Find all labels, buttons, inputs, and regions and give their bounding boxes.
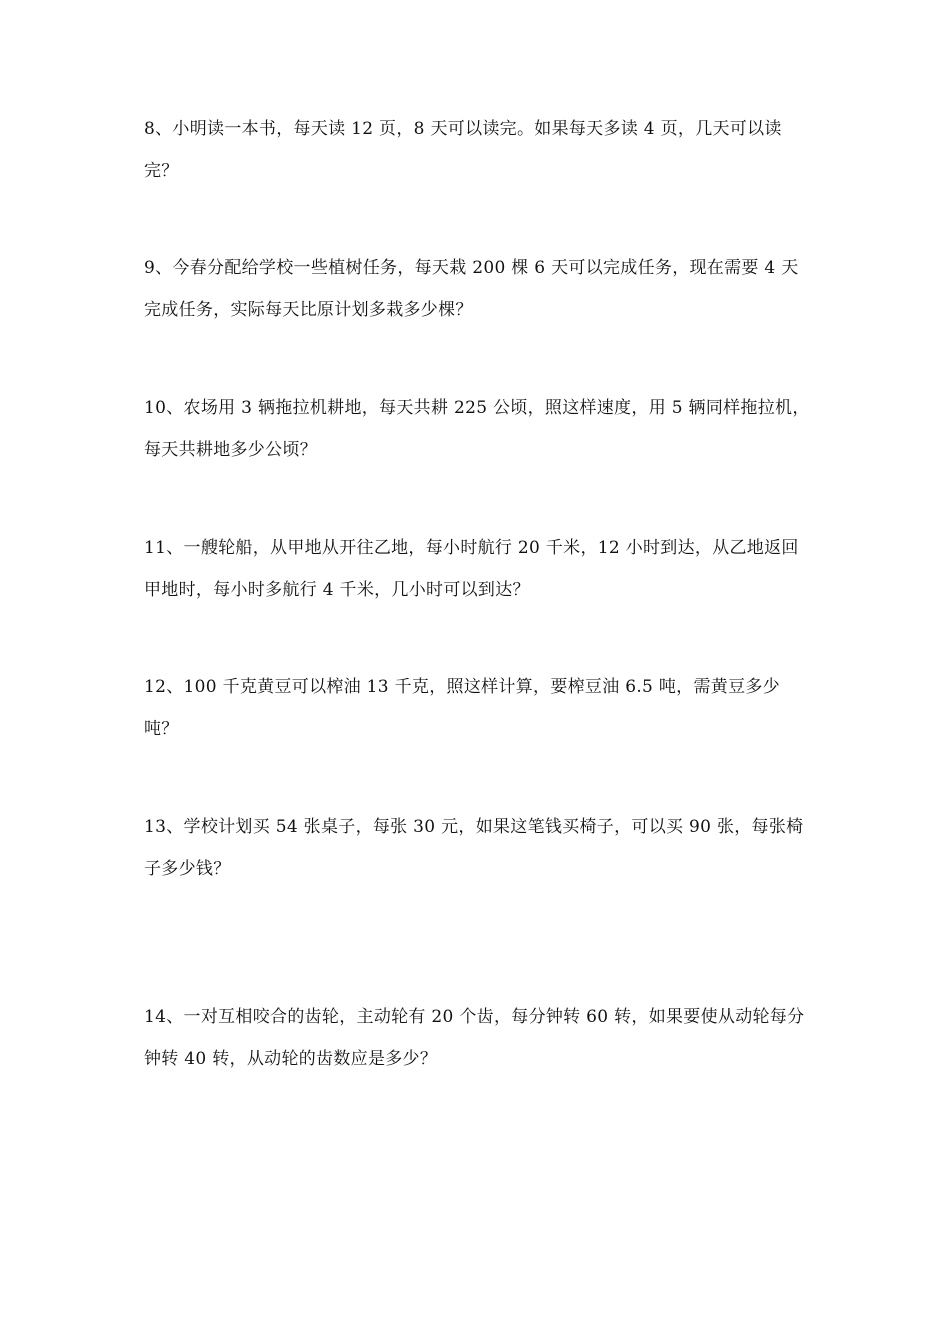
problem-11: 11、一艘轮船，从甲地从开往乙地，每小时航行 20 千米，12 小时到达，从乙地返回甲地时，每小时多航行 4 千米，几小时可以到达？ [144, 538, 799, 600]
problem-12: 12、100 千克黄豆可以榨油 13 千克，照这样计算，要榨豆油 6.5 吨，需黄豆多少吨？ [144, 677, 780, 739]
problem-13: 13、学校计划买 54 张桌子，每张 30 元，如果这笔钱买椅子，可以买 90 张，每张椅子多少钱？ [144, 817, 804, 879]
problem-9: 9、今春分配给学校一些植树任务，每天栽 200 棵 6 天可以完成任务，现在需要 4 天完成任务，实际每天比原计划多栽多少棵？ [144, 258, 799, 320]
problem-10: 10、农场用 3 辆拖拉机耕地，每天共耕 225 公顷，照这样速度，用 5 辆同样拖拉机，每天共耕地多少公顷？ [144, 398, 810, 460]
problem-14: 14、一对互相咬合的齿轮，主动轮有 20 个齿，每分钟转 60 转，如果要使从动轮每分钟转 40 转，从动轮的齿数应是多少？ [144, 1007, 805, 1069]
problem-8: 8、小明读一本书，每天读 12 页，8 天可以读完。如果每天多读 4 页，几天可以读完？ [144, 119, 782, 181]
